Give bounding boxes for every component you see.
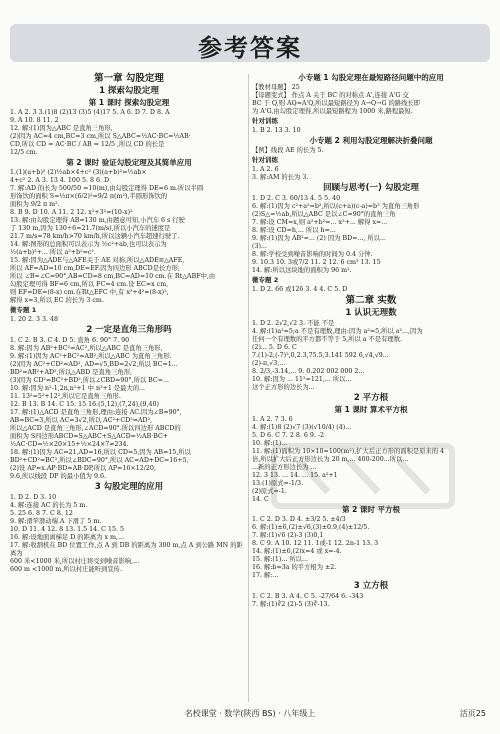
answer-line: (2)原式=-1. <box>252 488 287 495</box>
subsection-heading: 第 1 课时 算术平方根 <box>334 405 408 414</box>
answer-line: 7. 解:设 CM=x,则 a²+b²=... x²+... 解得 x=... <box>252 219 388 226</box>
answer-line: 13.(1)原式=-1/3. <box>252 480 304 487</box>
answer-line: 10. 解:因为 ... 11²=121,... 所以... <box>252 376 352 383</box>
answer-line: ½AC·CD=½×20×15+½×24×7=234. <box>10 441 129 448</box>
subsection-heading: 第 2 课时 平方根 <box>341 505 401 514</box>
answer-line: 所以△ACD 是直角三角形,∠ACD=90°.所以四边形 ABCD的 <box>10 425 181 432</box>
answer-line: (2)S△=½ab,所以△ABC 是以∠C=90°的直角三角 <box>252 211 396 218</box>
section-heading: 3 勾股定理的应用 <box>94 482 164 492</box>
answer-line: 9. 解:(1)因为 AB²=... (2) 因为 BD=..., 所以... <box>252 235 386 242</box>
answer-line: 600 m <1000 m,所以村庄能听到宣传. <box>10 566 122 573</box>
answer-line: 任何一个有理数的平方都不等于 5,所以 a 不是有理数. <box>252 336 403 343</box>
answer-line: BC 于 Q,则 AQ=A'Q,所以最短路径为 A→Q→G 的路线长即 <box>252 100 420 107</box>
answer-line: 14. 解:所以这块地的面积为 96 m². <box>252 267 352 274</box>
answer-line: 16. 解:设地面离梯足 D 的距离为 x m,... <box>10 534 124 541</box>
answer-line: 1. D 2. 2√2,√2 3. 不能 不是 <box>252 320 335 327</box>
answer-line: AB=BC=3,所以 AC=3√2,所以 AC²+CD²=AD², <box>10 417 153 424</box>
chapter-heading: 第一章 勾股定理 <box>94 73 164 84</box>
answer-line: 1. C 2. D 3. D 4. ±3/2 5. ±4/3 <box>252 516 346 523</box>
answer-line: (3)因为 CD²=BC²+BD²,所以∠CBD=90°,所以 BC=... <box>10 377 169 384</box>
answer-line: 7.(1)-2,(-7)²,0,2.3,75.5,3.141 592 6,√4,√9... <box>252 352 389 359</box>
answer-line: 所以 ∠B=∠C=90°,AB=CD=8 cm,BC=AD=10 cm.在 Rt△ABF中,由 <box>10 273 216 280</box>
section-heading: 1 探索勾股定理 <box>99 86 159 96</box>
subsection-heading: 第 1 课时 探索勾股定理 <box>88 98 170 107</box>
answer-line: 【例】线段 AE 的长为 5. <box>252 147 324 154</box>
answer-line: 12. 3 13. ... 14. ... 15. a²+1 <box>252 472 338 479</box>
answer-line: CD,所以 CD = AC·BC / AB = 12/5 ,所以 CD 的长是 <box>10 141 165 148</box>
answer-line: 7. 解:(1)√6 (2)-3 (3)0,1 <box>252 532 324 539</box>
topic-tag: 针对训练 <box>252 117 278 125</box>
answer-line: 【母题变式】 作点 A 关于 BC 的对称点 A',连接 A'G 交 <box>252 92 409 99</box>
topic-tag: 微专题 2 <box>252 276 279 284</box>
answer-line: (2)因为 AC=4 cm,BC=3 cm,所以 S△ABC=½AC·BC=½AB· <box>10 133 191 140</box>
answer-line: 为 A'G,由勾股定理得,所以最短路程为 1000 米,路程最短. <box>252 108 413 115</box>
answer-line: 8. 解:设 CD=h,... 所以 h=... <box>252 227 336 234</box>
answer-line: 5. D 6. C 7. 2 8. 6 9. -2 <box>252 432 325 439</box>
section-heading: 2 一定是直角三角形吗 <box>86 325 172 335</box>
answer-line: 4. 解:(1)8 (2)√7 (3)(√10/4) (4)... <box>252 424 352 431</box>
answer-line: 17. 解:... <box>252 572 279 579</box>
answer-line: 8. 解:学校受到噪音影响的时间为 0.4 分钟. <box>252 251 373 258</box>
answer-line: 18. 解:(1)因为 AC=21,AD=16,所以 CD=5,因为 AB=15,所以 <box>10 449 191 456</box>
answer-line: BD²+CD²=BC²,所以∠BDC=90°,所以 AC=AD+DC=16+5, <box>10 457 189 464</box>
answer-line: 面积为 S四边形ABCD=S△ABC+S△ACD=½AB·BC+ <box>10 433 169 440</box>
answer-line: (2)... 5. D 6. C <box>252 344 297 351</box>
answer-line: 1. C 2. B 3. A 4. C 5. -27/64 6. -343 <box>252 593 364 600</box>
right-column <box>252 72 490 702</box>
page-title: 参考答案 <box>198 34 302 62</box>
answer-line: 9. 解:滑竿滑动端 A 下滑了 5 m. <box>10 518 102 525</box>
answer-line: 8. 解:因为 AB²+BC²=AC²,所以△ABC 是直角三角形, <box>10 345 163 352</box>
answer-line: 勾股定理可得 BF=6 cm,所以 FC=4 cm.设 EC=x cm, <box>10 281 169 288</box>
answer-line: 12. 解:(1)因为△ABC 是直角三角形, <box>10 125 113 132</box>
subsection-heading: 小专题 2 利用勾股定理解决折叠问题 <box>309 136 433 145</box>
answer-line: 12. B 13. B 14. C 15. 15 16.(5,12),(7,24),(9,40) <box>10 401 159 408</box>
section-heading: 3 立方根 <box>353 581 389 591</box>
footer-book-title: 名校课堂 · 数学(陕西 BS) · 八年级上 <box>184 709 316 718</box>
answer-line: 1. A 2. 6 <box>252 166 279 173</box>
answer-line: 【教材母题】 25 <box>252 84 300 91</box>
answer-line: 6. 解:(1)±6,(2)±√6,(3)±0.9,(4)±12/5. <box>252 524 370 531</box>
answer-line: 9. 10.3 10. 3或7/2 11. 2 12. 6 cm² 13. 15 <box>252 259 381 266</box>
subsection-heading: 第 2 课时 验证勾股定理及其简单应用 <box>66 158 192 167</box>
answer-line: 7. 解:AD 的长为 500/50 =10(m),由勾股定理得 DE=6 m.所以半圆 <box>10 185 204 192</box>
answer-line: 4+c² 2. A 3. 13 4. 100 5. 8 6. D <box>10 177 110 184</box>
answer-line: 17. 解:(1)△ACD 是直角三角形,理由:连接 AC.因为∠B=90°, <box>10 409 182 416</box>
section-heading: 2 平方根 <box>353 393 389 403</box>
answer-line: 4. 解:(1)a²=5;a 不是有理数,理由:因为 a²=5,所以 a²...,因为 <box>252 328 423 335</box>
answer-line: 8. B 9. D 10. A 11. 2 12. x²+3²=(10-x)² <box>10 209 133 216</box>
chapter-heading: 第二章 实数 <box>345 295 397 306</box>
answer-line: 9.6,所以线段 DP 的最小值为 9.6. <box>10 473 106 480</box>
answer-line: 15. 解:因为△ADE与△AFE关于 AE 对称,所以△ADE≌△AFE, <box>10 257 185 264</box>
answer-line: 1. A 2. 7 3. 6 <box>252 416 293 423</box>
answer-line: 11. 13²=5²+12²,所以它是直角三角形. <box>10 393 121 400</box>
answer-line: 9. 解:(1)因为 AC²+BC²=AB²,所以△ABC 为直角三角形. <box>10 353 172 360</box>
answer-line: 7. 解:(1)∛2 (2)-5 (3)∛-13. <box>252 601 330 608</box>
section-heading: 1 认识无理数 <box>345 308 397 318</box>
answer-line: 倍,所以扩大后正方形边长为 20 m,... 400-200...所以... <box>252 456 409 463</box>
watermark-stamp <box>268 440 458 512</box>
answer-line: 10. 解:因为 n²-1,2n,n²+1 中 n²+1 是最大的... <box>10 385 146 392</box>
answer-line: 1. C 2. B 3. C 4. D 5. 直角 6. 90° 7. 90 <box>10 337 130 344</box>
answer-line: 1. 20 2. 3 3. 48 <box>10 316 59 323</box>
answer-line: 8. 2/3,-3.14,... 9. 0.202 002 000 2... <box>252 368 365 375</box>
answer-line: 8. C 9. A 10. 12 11. 1或-1 12. 2n-1 13. 3 <box>252 540 379 547</box>
answer-line: 了 130 m,因为 130÷6≈21.7(m/s),所以小汽车的速度是 <box>10 225 171 232</box>
answer-line: 解得 x=3,所以 EC 的长为 3 cm. <box>10 297 104 304</box>
answer-line: 9. A 10. 8 11. 2 <box>10 117 59 124</box>
answer-line: ½(a+b)²+... 所以 a²+b²=c². <box>10 249 96 256</box>
answer-line: 5. 25 6. 8 7. C 8. 12 <box>10 510 73 517</box>
topic-tag: 针对训练 <box>252 156 278 164</box>
answer-line: 14. 解:图形的总面积可以表示为 ½c²+ab,也可以表示为 <box>10 241 167 248</box>
answer-line: 所以 AF=AD=10 cm,DE=EF.因为四边形 ABCD是长方形, <box>10 265 180 272</box>
answer-line: 11. 解:(1)面积为 10×10=100(m²),扩大后正方形的面积是原来的 4 <box>252 448 445 455</box>
answer-line: 6. 解:(1)因为 c²+a²=b²,所以(c+a)(c-a)=b² 为直角三角形 <box>252 203 420 210</box>
answer-line: 16. 解:b=3a 的平方根为 ±2. <box>252 564 337 571</box>
subsection-heading: 小专题 1 勾股定理在最短路径问题中的应用 <box>298 73 444 82</box>
answer-line: (2)-π,√3,... <box>252 360 286 367</box>
answer-line: 15. 解:(1)... 所以... <box>252 556 308 563</box>
answer-line: BD²=AB²+AD²,所以△ABD 是直角三角形, <box>10 369 133 376</box>
section-heading: 回顾与思考(一) 勾股定理 <box>323 183 419 193</box>
answer-line: 13. 解:由勾股定理得 AB=130 m,由题意可知,小汽车 6 s 行驶 <box>10 217 185 224</box>
answer-line: (2)设 AP=x.AP·BD=AB·DP,所以 AP=16×12/20, <box>10 465 156 472</box>
answer-line: 则 EF=DE=(8-x) cm.在Rt△EFC 中,有 x²+4²=(8-x)², <box>10 289 169 296</box>
answer-line: 10. D 11. 4 12. 8 13. 1.5 14. C 15. 5 <box>10 526 125 533</box>
answer-line: 1. A 2. 3 3.(1)8 (2)13 (3)5 (4)17 5. A 6. D 7. D 8. A <box>10 109 170 116</box>
answer-line: 形饰饮的面积 S=½π×(6/2)²=9/2 π(m²),半圆形饰饮的 <box>10 193 168 200</box>
answer-line: (2)因为 AC²+CD²=AD², AD=√5,BD=2√2,所以 BC=1... <box>10 361 178 368</box>
answer-line: 1. D 2. D 3. 10 <box>10 494 57 501</box>
answer-line: 14. 解:(1)±6,(2)x=4 或 x=-4. <box>252 548 342 555</box>
column-divider <box>248 74 249 702</box>
answer-line: (3)... <box>252 243 267 250</box>
answer-line: 1. D 2. 66 或126 3. 4 4. C 5. D <box>252 286 348 293</box>
answer-line: 1.(1)(a+b)² (2)½ab×4+c² (3)(a+b)²=½ab× <box>10 169 147 176</box>
answer-line: 12/5 cm. <box>10 149 38 156</box>
answer-line: 21.7 m/s=78 km/h>70 km/h,所以这辆小汽车超速行驶了. <box>10 233 180 240</box>
answer-line: 10. 解:(1)... <box>252 440 288 447</box>
answer-line: 4. 解:连接 AC 的长为 5 m. <box>10 502 88 509</box>
answer-line: 1. D 2. C 3. 60/13 4. 5 5. 40 <box>252 195 341 202</box>
answer-line: 17. 解:收割机在 BD 位置工作,点 A 到 DB 的距离为 300 m,点 A 到公路 MN 的距离为 <box>10 542 243 557</box>
answer-line: 面积为 9/2 π m². <box>10 201 60 208</box>
answer-line: 14. C <box>252 496 269 503</box>
footer-page-number: 活页25 <box>459 709 486 718</box>
left-column <box>10 72 248 702</box>
answer-line: 这个正方形的边长为... <box>252 384 315 391</box>
answer-line: 600 米<1000 米,所以村庄将受到噪音影响,... <box>10 558 140 565</box>
answer-line: 3. 解:AM 的长为 3. <box>252 174 309 181</box>
answer-line: 1. B 2. 13 3. 10 <box>252 127 301 134</box>
topic-tag: 微专题 1 <box>10 306 37 314</box>
answer-line: ...新的正方形边长为 ... <box>252 464 317 471</box>
